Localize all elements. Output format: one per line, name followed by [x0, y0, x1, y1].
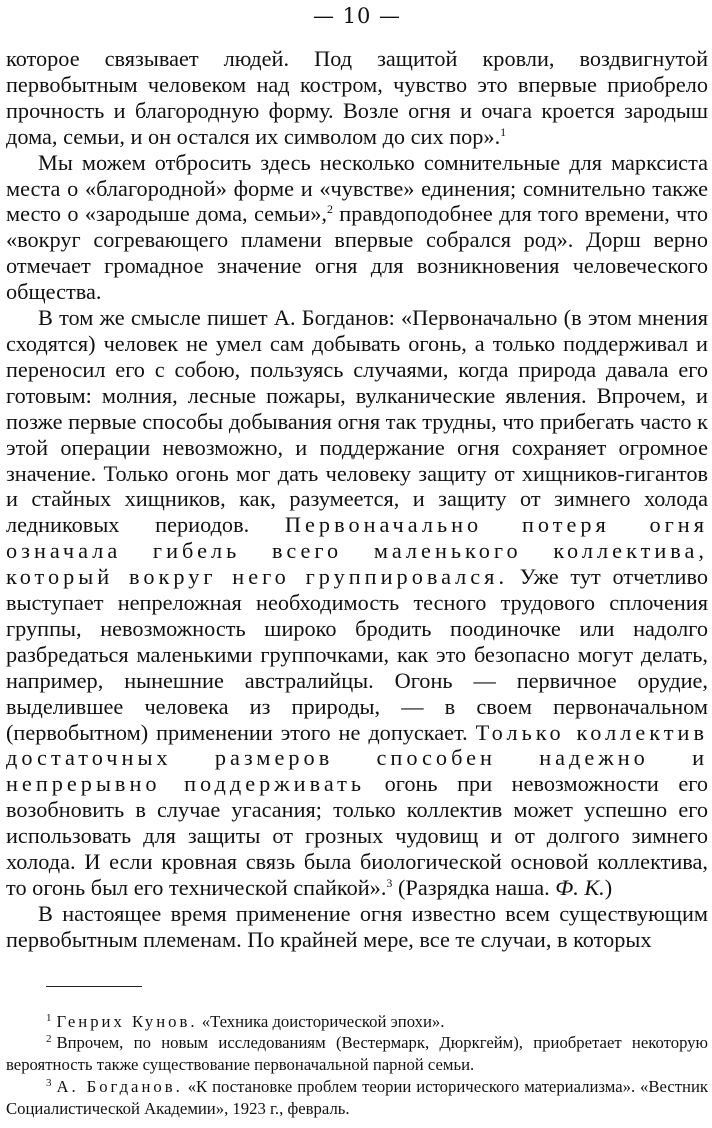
emphasized-text: Только коллектив достаточных размеров способен надежно и непрерывно поддерживать: [6, 719, 708, 797]
footnote-1: [6, 1011, 708, 1033]
text-run: Впрочем, по новым исследованиям (Вестермарк, Дюркгейм), приобретает некоторую вероятность также существование первоначальной парной семьи.: [6, 1033, 708, 1075]
text-run: В настоящее время применение огня известно всем существующим первобытным племенам. По крайней мере, все те случаи, в которых: [6, 900, 708, 952]
footnote-mark: 1: [46, 1011, 52, 1024]
footnote-2: [6, 1032, 708, 1075]
main-text: [6, 46, 708, 953]
text-run: которое связывает людей. Под защитой кровли, воздвигнутой первобытным человеком над костром, чувство это впервые приобрело прочность и благородную форму. Возле огня и очага кроется зародыш дома, семьи, и он остался их символом до сих пор».: [6, 46, 708, 149]
footnote-3: [6, 1076, 708, 1119]
footnotes: [6, 1011, 708, 1120]
text-run: (Разрядка наша.: [392, 875, 556, 900]
footnote-reference: 1: [500, 124, 507, 139]
text-run: Уже тут отчетливо выступает непреложная необходимость тесного трудового сплочения группы, невозможность широко бродить поодиночке или надолго разбредаться маленькими группочками, как это безопасно могут делать, например, нынешние австралийцы. Огонь — первичное орудие, выделившее человека из природы, — в своем первоначальном (первобытном) применении этого не допускает.: [6, 564, 708, 745]
footnote-author: А. Богданов.: [56, 1076, 183, 1096]
footnote-author: Генрих Кунов.: [56, 1011, 198, 1031]
emphasized-text: Первоначально потеря огня означала гибель всего маленького коллектива, который вокруг него группировался.: [6, 512, 708, 590]
paragraph-4: [6, 901, 708, 953]
text-run: «К постановке проблем теории исторического материализма». «Вестник Социалистической Академии», 1923 г., февраль.: [6, 1076, 708, 1118]
footnote-reference: 2: [326, 202, 333, 217]
footnote-reference: 3: [386, 876, 393, 890]
text-run: ): [604, 875, 613, 900]
footnote-divider: [46, 986, 142, 987]
page-number: — 10 —: [312, 4, 402, 28]
text-run: Мы можем отбросить здесь несколько сомнительные для марксиста места о «благородной» форме и «чувстве» единения; сомнительно также место о «зародыше дома, семьи»,: [6, 149, 708, 227]
paragraph-1: [6, 46, 708, 150]
footnote-mark: 2: [46, 1033, 52, 1046]
text-run: огонь при невозможности его возобновить в случае угасания; только коллектив может успешно его использовать для защиты от грозных чудовищ и от долгого зимнего холода. И если кровная связь была биологической основой коллектива, то огонь был его технической спайкой».: [6, 771, 708, 900]
paragraph-2: [6, 150, 708, 305]
italic-text: Ф. К.: [555, 875, 605, 900]
paragraph-3: [6, 305, 708, 901]
text-run: В том же смысле пишет А. Богданов: «Первоначально (в этом мнения сходятся) человек не умел сам добывать огонь, а только поддерживал и переносил его с собою, пользуясь случаями, когда природа давала его готовым: молния, лесные пожары, вулканические явления. Впрочем, и позже первые способы добывания огня так трудны, что прибегать часто к этой операции невозможно, и поддержание огня сохраняет огромное значение. Только огонь мог дать человеку защиту от хищников-гигантов и стайных хищников, как, разумеется, и защиту от зимнего холода ледниковых периодов.: [6, 305, 708, 538]
footnote-mark: 3: [46, 1076, 52, 1089]
text-run: правдоподобнее для того времени, что «вокруг согревающего пламени впервые собрался род». Дорш верно отмечает громадное значение огня для возникновения человеческого общества.: [6, 201, 708, 305]
text-run: «Техника доисторической эпохи».: [197, 1011, 445, 1031]
